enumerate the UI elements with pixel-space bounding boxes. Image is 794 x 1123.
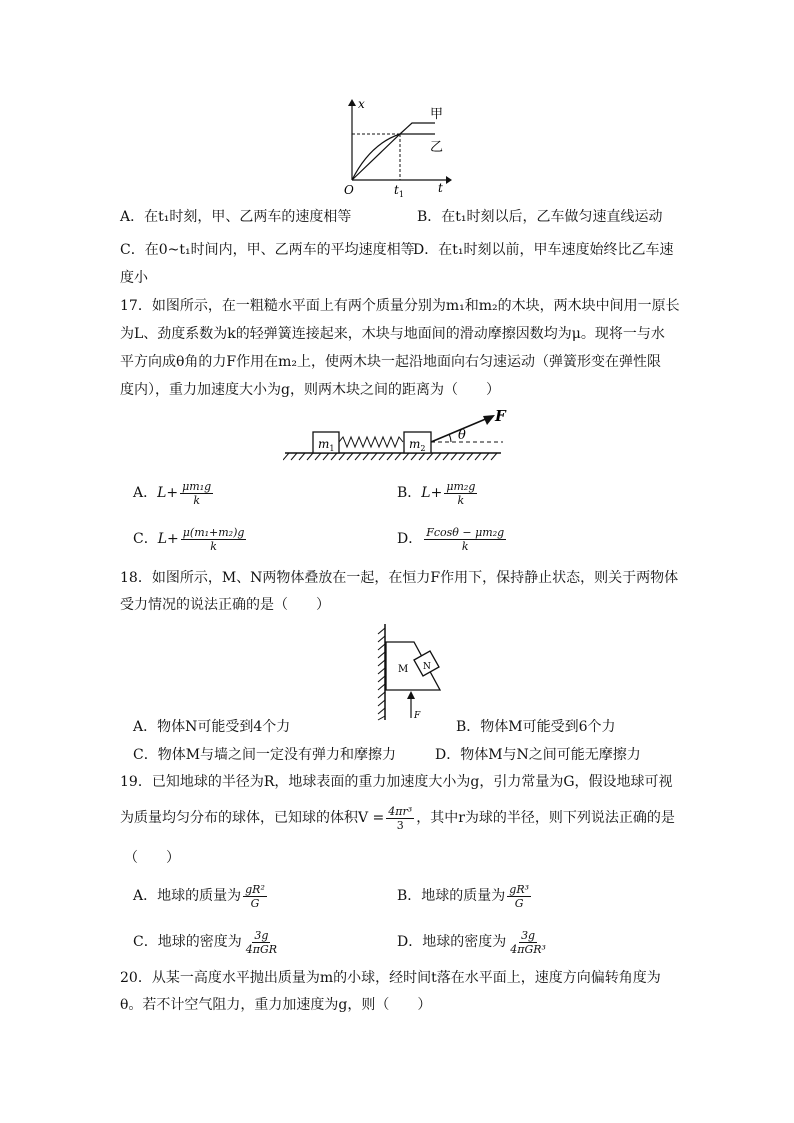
force-arrow-head (483, 415, 495, 425)
tick-t1: $t_1$ (394, 183, 404, 198)
spring (339, 437, 403, 447)
block-m1-label: $m_1$ (318, 437, 335, 453)
q17-stem-line2: 为L、劲度系数为k的轻弹簧连接起来，木块与地面间的滑动摩擦因数均为μ。现将一与水 (120, 326, 665, 342)
block-m2-label: $m_2$ (409, 437, 426, 453)
q18-option-c: C．物体M与墙之间一定没有弹力和摩擦力 (133, 747, 397, 763)
q17-option-d: D． $\frac{\text{Fcosθ − μm₂g}}{k}$ (397, 525, 505, 553)
q17-option-c: C．L+ $\frac{\text{μ(m₁+m₂)g}}{k}$ (133, 525, 245, 553)
x-axis-arrow (348, 99, 356, 106)
wall-hatch (378, 628, 385, 720)
theta-arc (449, 434, 451, 442)
q19-option-b: B．地球的质量为 $\frac{\text{gR³}}{G}$ (397, 882, 530, 910)
q17-stem-line4: 度内），重力加速度大小为g，则两木块之间的距离为（ ） (120, 382, 500, 398)
block-n-label: N (423, 662, 431, 672)
q19-option-a: A．地球的质量为 $\frac{\text{gR²}}{G}$ (133, 882, 265, 910)
q16-option-b: B．在t₁时刻以后，乙车做匀速直线运动 (417, 209, 663, 225)
ground-hatch (283, 453, 497, 460)
theta-label: θ (458, 428, 466, 443)
wall-blocks-figure (374, 622, 454, 722)
label-yi: 乙 (430, 140, 444, 155)
q17-stem-line3: 平方向成θ角的力F作用在m₂上，使两木块一起沿地面向右匀速运动（弹簧形变在弹性限 (120, 354, 662, 370)
q19-option-c: C．地球的密度为 $\frac{3g}{\text{4πGR}}$ (133, 928, 278, 956)
q17-stem-line1: 17．如图所示，在一粗糙水平面上有两个质量分别为m₁和m₂的木块，两木块中间用一原长 (120, 298, 680, 314)
axis-label-t: t (438, 181, 443, 195)
q18-option-b: B．物体M可能受到6个力 (456, 719, 616, 735)
xt-graph (340, 96, 460, 198)
label-jia: 甲 (430, 107, 444, 122)
curve-jia (352, 123, 435, 180)
q20-stem-line2: θ。若不计空气阻力，重力加速度为g，则（ ） (120, 997, 432, 1013)
q19-stem-line1: 19．已知地球的半径为R，地球表面的重力加速度大小为g，引力常量为G，假设地球可视 (120, 774, 673, 790)
force-f-head (407, 691, 415, 699)
q18-option-d: D．物体M与N之间可能无摩擦力 (435, 747, 641, 763)
q16-option-d-line1: D．在t₁时刻以前，甲车速度始终比乙车速 (413, 242, 674, 258)
q19-stem-line3: （ ） (124, 850, 180, 866)
force-f-label: F (495, 407, 506, 425)
q16-option-d-line2: 度小 (120, 270, 148, 286)
q17-option-a: A．L+ $\frac{\text{μm₁g}}{k}$ (133, 479, 212, 507)
q17-option-b: B．L+ $\frac{\text{μm₂g}}{k}$ (397, 479, 476, 507)
q19-stem-line2: 为质量均匀分布的球体，已知球的体积V = $\frac{\text{4πr³}}{3}$ ，其中r为球的半径，则下列说法正确的是 (120, 804, 675, 832)
blocks-spring-figure (283, 405, 515, 465)
q18-stem-line1: 18．如图所示，M、N两物体叠放在一起，在恒力F作用下，保持静止状态，则关于两物体 (120, 570, 679, 586)
q19-option-d: D．地球的密度为 $\frac{3g}{\text{4πGR³}}$ (397, 928, 546, 956)
origin-label: O (344, 183, 354, 197)
q18-option-a: A．物体N可能受到4个力 (133, 719, 291, 735)
q16-option-a: A．在t₁时刻，甲、乙两车的速度相等 (120, 209, 352, 225)
q18-stem-line2: 受力情况的说法正确的是（ ） (120, 597, 330, 613)
block-m-label: M (398, 664, 409, 675)
q20-stem-line1: 20．从某一高度水平抛出质量为m的小球，经时间t落在水平面上，速度方向偏转角度为 (120, 970, 661, 986)
axis-label-x: x (358, 97, 365, 111)
q16-option-c: C．在0~t₁时间内，甲、乙两车的平均速度相等 (120, 242, 415, 258)
t-axis-arrow (446, 176, 452, 184)
force-f-label: F (414, 711, 421, 721)
